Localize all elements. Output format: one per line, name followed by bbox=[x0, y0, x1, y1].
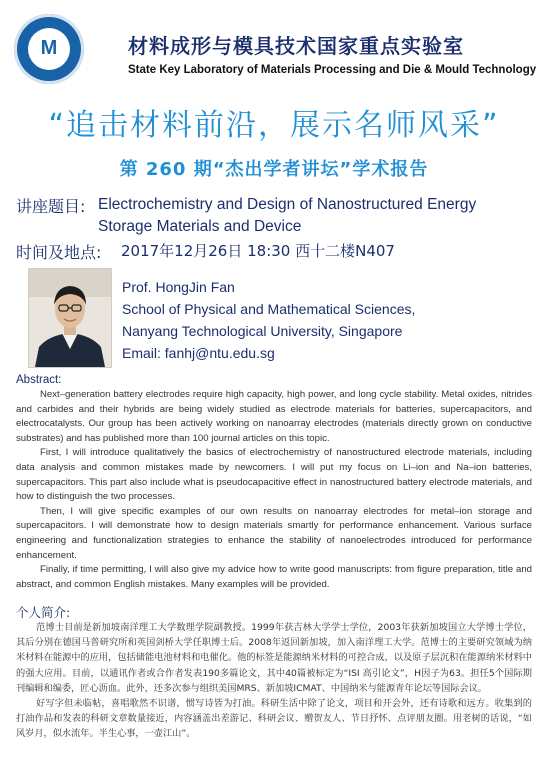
abstract-paragraph: Finally, if time permitting, I will also give my advice how to write good manuscripts: from figure preparation, title and abstract, and common English mistakes. Many examples will be provided. bbox=[16, 564, 532, 590]
org-name-en: State Key Laboratory of Materials Processing and Die & Mould Technology bbox=[128, 64, 537, 76]
speaker-email: Email: fanhj@ntu.edu.sg bbox=[122, 345, 275, 361]
lab-logo: M bbox=[14, 14, 84, 84]
speaker-info bbox=[122, 276, 415, 364]
bio-label: 个人简介: bbox=[16, 605, 71, 620]
lecture-series-title: 第 260 期“杰出学者讲坛”学术报告 bbox=[119, 159, 429, 180]
speaker-name: Prof. HongJin Fan bbox=[122, 279, 235, 295]
speaker-photo bbox=[28, 268, 112, 368]
abstract-label: Abstract: bbox=[16, 374, 62, 386]
bio-body bbox=[16, 620, 532, 742]
abstract-paragraph: First, I will introduce qualitatively the basics of electrochemistry of nanostructured electrode materials, including data analysis and common mistakes made by newcomers. I will put my focus on Li–ion and Na–ion batteries, supercapacitors. This part also include what is pseudocapacitive effect in nanostructured battery electrode materials, and how to distinguish the two processes. bbox=[16, 447, 532, 503]
speaker-affiliation-2: Nanyang Technological University, Singapore bbox=[122, 323, 403, 339]
slogan: “追击材料前沿，展示名师风采” bbox=[48, 108, 500, 143]
speaker-affiliation-1: School of Physical and Mathematical Sciences, bbox=[122, 301, 416, 317]
topic-text: Electrochemistry and Design of Nanostructured Energy Storage Materials and Device bbox=[98, 196, 477, 235]
bio-paragraph: 好写字但未临帖，喜唱歌然不识谱，惯写诗皆为打油。科研生活中除了论文，项目和开会外，还有诗歌和远方。收集到的打油作品和发表的科研文章数量接近，内容涵盖出差游记、科研会议、赠贺友人、节日抒怀、点评朋友圈。用老树的话说，“如风岁月，似水流年。半生心事，一壶江山”。 bbox=[16, 698, 532, 740]
abstract-body bbox=[16, 388, 532, 592]
bio-paragraph: 范博士目前是新加坡南洋理工大学数理学院副教授。1999年获吉林大学学士学位，2003年获新加坡国立大学博士学位，其后分别在德国马普研究所和英国剑桥大学任职博士后。2008年返回新加坡，加入南洋理工大学。范博士的主要研究领域为纳米材料在能源中的应用，包括储能电池材料和电催化。他的标签是能源纳米材料的可控合成，以及原子层沉积在能源纳米材料中的强大应用。目前，以通讯作者或合作者发表190多篇论文，其中40篇被标定为“ISI 高引论文”，H因子为63。担任5个国际期刊编辑和编委，匠心沥血。此外，还多次参与组织美国MRS、新加坡ICMAT、中国纳米与能源青年论坛等国际会议。 bbox=[16, 622, 532, 694]
topic-label: 讲座题目: bbox=[16, 197, 86, 216]
abstract-paragraph: Then, I will give specific examples of our own results on nanoarray electrodes for metal–ion storage and supercapacitors. I will demonstrate how to design materials smartly for performance enhancement. Various surface engineering and functionalization strategies to enhance the stability of nanoelectrodes introduced for performance enhancement. bbox=[16, 505, 532, 561]
abstract-paragraph: Next–generation battery electrodes require high capacity, high power, and long cycle stability. Metal oxides, nitrides and carbides and their hybrids are being widely studied as electrode materials for batteries, supercapacitors, and electrocatalysts. Our group has been actively working on nanoarray electrodes (materials directly grown on conductive substrates) and has published more than 100 journal articles on this topic. bbox=[16, 389, 532, 444]
org-name-cn: 材料成形与模具技术国家重点实验室 bbox=[128, 34, 464, 58]
header bbox=[0, 0, 548, 95]
time-place-text: 2017年12月26日 18:30 西十二楼N407 bbox=[121, 242, 395, 260]
time-place-label: 时间及地点: bbox=[16, 243, 102, 262]
